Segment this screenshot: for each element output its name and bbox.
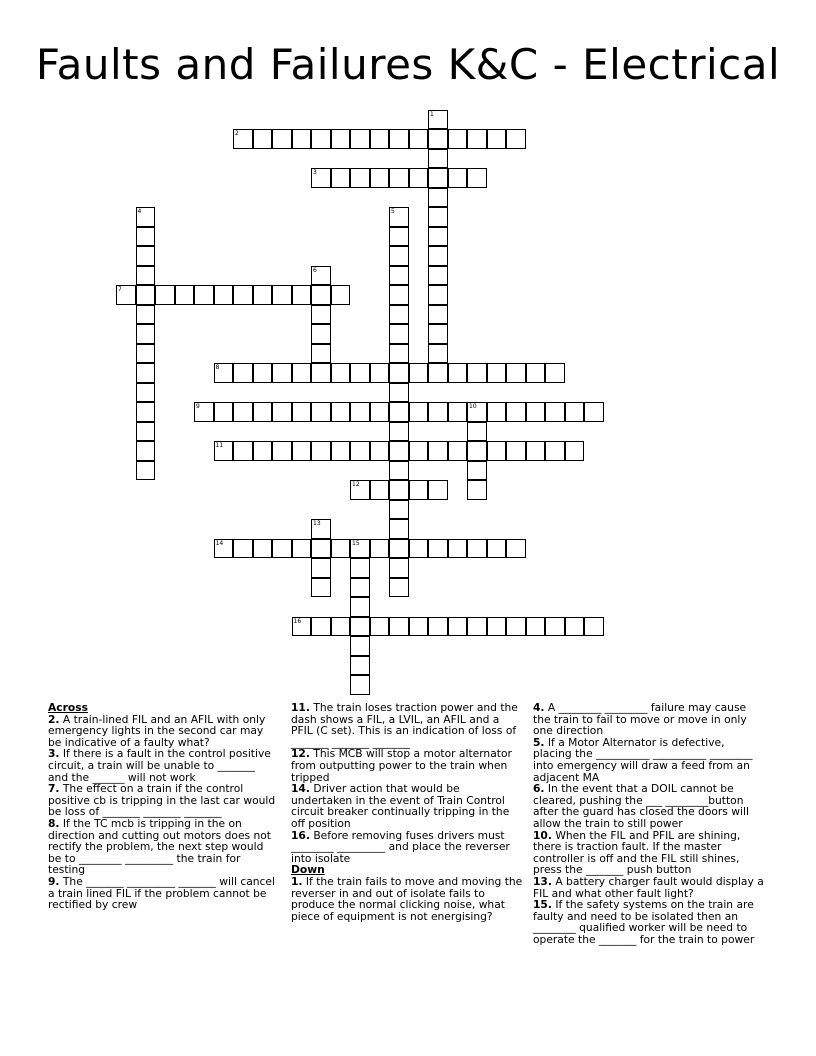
grid-cell[interactable]: [506, 129, 526, 149]
grid-cell[interactable]: [214, 539, 234, 559]
clue-across-16: 16. Before removing fuses drivers must ________ _________ and place the reverser into isolate: [291, 828, 510, 865]
grid-cell[interactable]: [428, 188, 448, 208]
grid-cell[interactable]: [350, 578, 370, 598]
grid-cell[interactable]: [136, 227, 156, 247]
grid-cell[interactable]: [136, 363, 156, 383]
grid-cell[interactable]: [311, 363, 331, 383]
grid-cell[interactable]: [389, 168, 409, 188]
grid-cell[interactable]: [370, 129, 390, 149]
grid-cell[interactable]: [253, 402, 273, 422]
grid-cell[interactable]: [545, 363, 565, 383]
grid-cell[interactable]: [233, 441, 253, 461]
grid-cell[interactable]: [116, 285, 136, 305]
grid-cell[interactable]: [331, 363, 351, 383]
grid-cell[interactable]: [428, 539, 448, 559]
grid-cell[interactable]: [233, 402, 253, 422]
grid-cell[interactable]: [487, 539, 507, 559]
grid-cell[interactable]: [467, 402, 487, 422]
grid-cell[interactable]: [136, 207, 156, 227]
grid-cell[interactable]: [584, 402, 604, 422]
clue-down-13: 13. A battery charger fault would display a FIL and what other fault light?: [533, 874, 764, 900]
grid-cell[interactable]: [526, 441, 546, 461]
grid-cell[interactable]: [136, 324, 156, 344]
grid-cell[interactable]: [545, 441, 565, 461]
grid-cell[interactable]: [214, 363, 234, 383]
grid-cell[interactable]: [311, 324, 331, 344]
grid-cell[interactable]: [565, 441, 585, 461]
cell-number: 12: [352, 481, 360, 488]
grid-cell[interactable]: [350, 480, 370, 500]
grid-cell[interactable]: [389, 617, 409, 637]
grid-cell[interactable]: [428, 149, 448, 169]
grid-cell[interactable]: [389, 227, 409, 247]
cell-number: 4: [137, 208, 142, 215]
grid-cell[interactable]: [467, 129, 487, 149]
clue-across-2: 2. A train-lined FIL and an AFIL with only emergency lights in the second car may be indicative of a faulty what?: [48, 712, 266, 749]
grid-cell[interactable]: [389, 266, 409, 286]
grid-cell[interactable]: [136, 402, 156, 422]
grid-cell[interactable]: [428, 305, 448, 325]
grid-cell[interactable]: [467, 441, 487, 461]
grid-cell[interactable]: [194, 402, 214, 422]
grid-cell[interactable]: [292, 363, 312, 383]
grid-cell[interactable]: [214, 441, 234, 461]
clue-down-5: 5. If a Motor Alternator is defective, placing the __________ __________ ________ into emergency will draw a feed from an adjacent MA: [533, 735, 753, 784]
grid-cell[interactable]: [370, 539, 390, 559]
page-title: Faults and Failures K&C - Electrical: [35, 40, 781, 89]
grid-cell[interactable]: [428, 246, 448, 266]
grid-cell[interactable]: [448, 168, 468, 188]
grid-cell[interactable]: [428, 207, 448, 227]
grid-cell[interactable]: [526, 617, 546, 637]
grid-cell[interactable]: [272, 402, 292, 422]
grid-cell[interactable]: [311, 617, 331, 637]
grid-cell[interactable]: [389, 344, 409, 364]
grid-cell[interactable]: [506, 402, 526, 422]
grid-cell[interactable]: [409, 539, 429, 559]
grid-cell[interactable]: [389, 578, 409, 598]
grid-cell[interactable]: [272, 441, 292, 461]
grid-cell[interactable]: [389, 519, 409, 539]
grid-cell[interactable]: [487, 402, 507, 422]
grid-cell[interactable]: [214, 402, 234, 422]
grid-cell[interactable]: [545, 402, 565, 422]
grid-cell[interactable]: [311, 402, 331, 422]
cell-number: 5: [391, 208, 395, 215]
grid-cell[interactable]: [136, 422, 156, 442]
clues-column-3: [533, 702, 766, 945]
grid-cell[interactable]: [467, 168, 487, 188]
grid-cell[interactable]: [331, 129, 351, 149]
grid-cell[interactable]: [253, 441, 273, 461]
grid-cell[interactable]: [311, 305, 331, 325]
cell-number: 11: [215, 442, 224, 449]
cell-number: 15: [352, 539, 360, 547]
grid-cell[interactable]: [428, 441, 448, 461]
grid-cell[interactable]: [487, 617, 507, 637]
grid-cell[interactable]: [331, 285, 351, 305]
grid-cell[interactable]: [389, 363, 409, 383]
grid-cell[interactable]: [389, 461, 409, 481]
grid-cell[interactable]: [233, 285, 253, 305]
cell-number: 7: [118, 286, 122, 293]
grid-cell[interactable]: [350, 402, 370, 422]
grid-cell[interactable]: [389, 480, 409, 500]
grid-cell[interactable]: [428, 285, 448, 305]
grid-cell[interactable]: [428, 363, 448, 383]
grid-cell[interactable]: [331, 402, 351, 422]
grid-cell[interactable]: [233, 363, 253, 383]
grid-cell[interactable]: [448, 129, 468, 149]
grid-cell[interactable]: [350, 539, 370, 559]
cell-number: 13: [313, 520, 321, 527]
grid-cell[interactable]: [409, 441, 429, 461]
grid-cell[interactable]: [350, 656, 370, 676]
grid-cell[interactable]: [311, 344, 331, 364]
grid-cell[interactable]: [448, 363, 468, 383]
grid-cell[interactable]: [389, 558, 409, 578]
grid-cell[interactable]: [467, 363, 487, 383]
grid-cell[interactable]: [584, 617, 604, 637]
grid-cell[interactable]: [389, 305, 409, 325]
grid-cell[interactable]: [155, 285, 175, 305]
grid-cell[interactable]: [428, 168, 448, 188]
grid-cell[interactable]: [331, 617, 351, 637]
grid-cell[interactable]: [233, 129, 253, 149]
grid-cell[interactable]: [292, 441, 312, 461]
grid-cell[interactable]: [136, 285, 156, 305]
clues-column-1: [48, 702, 278, 911]
grid-cell[interactable]: [292, 539, 312, 559]
grid-cell[interactable]: [350, 441, 370, 461]
grid-cell[interactable]: [350, 617, 370, 637]
across-heading: Across: [48, 701, 88, 714]
clues-column-2: [291, 702, 523, 922]
grid-cell[interactable]: [272, 363, 292, 383]
grid-cell[interactable]: [311, 129, 331, 149]
grid-cell[interactable]: [311, 285, 331, 305]
grid-cell[interactable]: [389, 539, 409, 559]
grid-cell[interactable]: [136, 305, 156, 325]
grid-cell[interactable]: [409, 363, 429, 383]
grid-cell[interactable]: [292, 129, 312, 149]
grid-cell[interactable]: [428, 324, 448, 344]
grid-cell[interactable]: [136, 461, 156, 481]
cell-number: 3: [313, 169, 317, 176]
grid-cell[interactable]: [292, 285, 312, 305]
grid-cell[interactable]: [409, 617, 429, 637]
clue-down-4: 4. A ________ ________ failure may cause the train to fail to move or move in only one direction: [533, 701, 747, 738]
grid-cell[interactable]: [487, 363, 507, 383]
grid-cell[interactable]: [272, 129, 292, 149]
grid-cell[interactable]: [467, 480, 487, 500]
clue-across-11: 11. The train loses traction power and the dash shows a FIL, a LVIL, an AFIL and a PFIL (C set). This is an indication of loss of _______ _______ _______: [291, 701, 518, 749]
grid-cell[interactable]: [311, 558, 331, 578]
grid-cell[interactable]: [389, 402, 409, 422]
grid-cell[interactable]: [175, 285, 195, 305]
grid-cell[interactable]: [467, 422, 487, 442]
clue-down-15: 15. If the safety systems on the train are faulty and need to be isolated then an ________ qualified worker will be need to operate the _______ for the train to power: [533, 898, 755, 946]
grid-cell[interactable]: [545, 617, 565, 637]
cell-number: 8: [215, 364, 220, 371]
grid-cell[interactable]: [389, 441, 409, 461]
grid-cell[interactable]: [311, 266, 331, 286]
grid-cell[interactable]: [487, 129, 507, 149]
grid-cell[interactable]: [506, 441, 526, 461]
grid-cell[interactable]: [136, 441, 156, 461]
grid-cell[interactable]: [272, 539, 292, 559]
grid-cell[interactable]: [409, 129, 429, 149]
grid-cell[interactable]: [331, 539, 351, 559]
grid-cell[interactable]: [350, 363, 370, 383]
grid-cell[interactable]: [428, 402, 448, 422]
grid-cell[interactable]: [389, 129, 409, 149]
clue-across-7: 7. The effect on a train if the control positive cb is tripping in the last car would be loss of _______ _______ _______: [48, 782, 276, 819]
grid-cell[interactable]: [467, 539, 487, 559]
grid-cell[interactable]: [487, 441, 507, 461]
grid-cell[interactable]: [253, 285, 273, 305]
grid-cell[interactable]: [409, 480, 429, 500]
grid-cell[interactable]: [389, 246, 409, 266]
grid-cell[interactable]: [350, 168, 370, 188]
grid-cell[interactable]: [370, 617, 390, 637]
clue-down-6: 6. In the event that a DOIL cannot be cleared, pushing the ___ ________button after the guard has closed the doors will allow the train to still power: [533, 782, 749, 830]
grid-cell[interactable]: [370, 168, 390, 188]
grid-cell[interactable]: [253, 363, 273, 383]
grid-cell[interactable]: [370, 441, 390, 461]
grid-cell[interactable]: [428, 617, 448, 637]
clue-across-12: 12. This MCB will stop a motor alternator from outputting power to the train when tripped: [291, 747, 512, 784]
grid-cell[interactable]: [350, 636, 370, 656]
grid-cell[interactable]: [311, 168, 331, 188]
grid-cell[interactable]: [331, 441, 351, 461]
grid-cell[interactable]: [272, 285, 292, 305]
grid-cell[interactable]: [526, 363, 546, 383]
grid-cell[interactable]: [448, 441, 468, 461]
down-heading: Down: [291, 863, 325, 877]
grid-cell[interactable]: [506, 363, 526, 383]
grid-cell[interactable]: [253, 539, 273, 559]
grid-cell[interactable]: [350, 675, 370, 695]
grid-cell[interactable]: [506, 539, 526, 559]
grid-cell[interactable]: [136, 383, 156, 403]
cell-number: 2: [235, 130, 239, 137]
grid-cell[interactable]: [311, 441, 331, 461]
grid-cell[interactable]: [350, 597, 370, 617]
cell-number: 9: [196, 403, 200, 410]
grid-cell[interactable]: [350, 558, 370, 578]
grid-cell[interactable]: [389, 500, 409, 520]
clue-across-3: 3. If there is a fault in the control positive circuit, a train will be unable to _______ and the ______ will not work: [48, 747, 271, 784]
grid-cell[interactable]: [331, 168, 351, 188]
cell-number: 1: [430, 110, 434, 118]
clue-across-9: 9. The _______ _________ _______ will cancel a train lined FIL if the problem cannot be rectified by crew: [48, 874, 275, 912]
grid-cell[interactable]: [136, 246, 156, 266]
clue-across-14: 14. Driver action that would be undertaken in the event of Train Control circuit breaker continually tripping in the off position: [291, 782, 510, 830]
grid-cell[interactable]: [565, 402, 585, 422]
grid-cell[interactable]: [526, 402, 546, 422]
grid-cell[interactable]: [565, 617, 585, 637]
grid-cell[interactable]: [389, 324, 409, 344]
grid-cell[interactable]: [370, 480, 390, 500]
grid-cell[interactable]: [467, 461, 487, 481]
grid-cell[interactable]: [389, 207, 409, 227]
grid-cell[interactable]: [136, 266, 156, 286]
grid-cell[interactable]: [448, 402, 468, 422]
clue-down-1: 1. If the train fails to move and moving the reverser in and out of isolate fails to produce the normal clicking noise, what piece of equipment is not energising?: [291, 874, 523, 923]
grid-cell[interactable]: [409, 168, 429, 188]
grid-cell[interactable]: [311, 578, 331, 598]
grid-cell[interactable]: [506, 617, 526, 637]
clue-across-8: 8. If the TC mcb is tripping in the on direction and cutting out motors does not rectify the problem, the next step would be to ________ _________ the train for testing: [48, 816, 271, 877]
grid-cell[interactable]: [253, 129, 273, 149]
grid-cell[interactable]: [292, 617, 312, 637]
grid-cell[interactable]: [448, 539, 468, 559]
grid-cell[interactable]: [428, 266, 448, 286]
grid-cell[interactable]: [214, 285, 234, 305]
grid-cell[interactable]: [428, 480, 448, 500]
cell-number: 16: [293, 617, 302, 625]
grid-cell[interactable]: [311, 519, 331, 539]
grid-cell[interactable]: [428, 344, 448, 364]
cell-number: 10: [469, 403, 477, 410]
grid-cell[interactable]: [389, 285, 409, 305]
grid-cell[interactable]: [467, 617, 487, 637]
grid-cell[interactable]: [311, 539, 331, 559]
grid-cell[interactable]: [194, 285, 214, 305]
grid-cell[interactable]: [136, 344, 156, 364]
grid-cell[interactable]: [428, 110, 448, 130]
grid-cell[interactable]: [370, 363, 390, 383]
grid-cell[interactable]: [350, 129, 370, 149]
grid-cell[interactable]: [428, 129, 448, 149]
grid-cell[interactable]: [389, 383, 409, 403]
grid-cell[interactable]: [428, 227, 448, 247]
grid-cell[interactable]: [292, 402, 312, 422]
grid-cell[interactable]: [233, 539, 253, 559]
grid-cell[interactable]: [448, 617, 468, 637]
cell-number: 6: [313, 266, 317, 274]
clue-down-10: 10. When the FIL and PFIL are shining, there is traction fault. If the master controller is off and the FIL still shines, press the _______ push button: [533, 828, 741, 877]
grid-cell[interactable]: [389, 422, 409, 442]
grid-cell[interactable]: [409, 402, 429, 422]
grid-cell[interactable]: [370, 402, 390, 422]
cell-number: 14: [215, 539, 224, 547]
